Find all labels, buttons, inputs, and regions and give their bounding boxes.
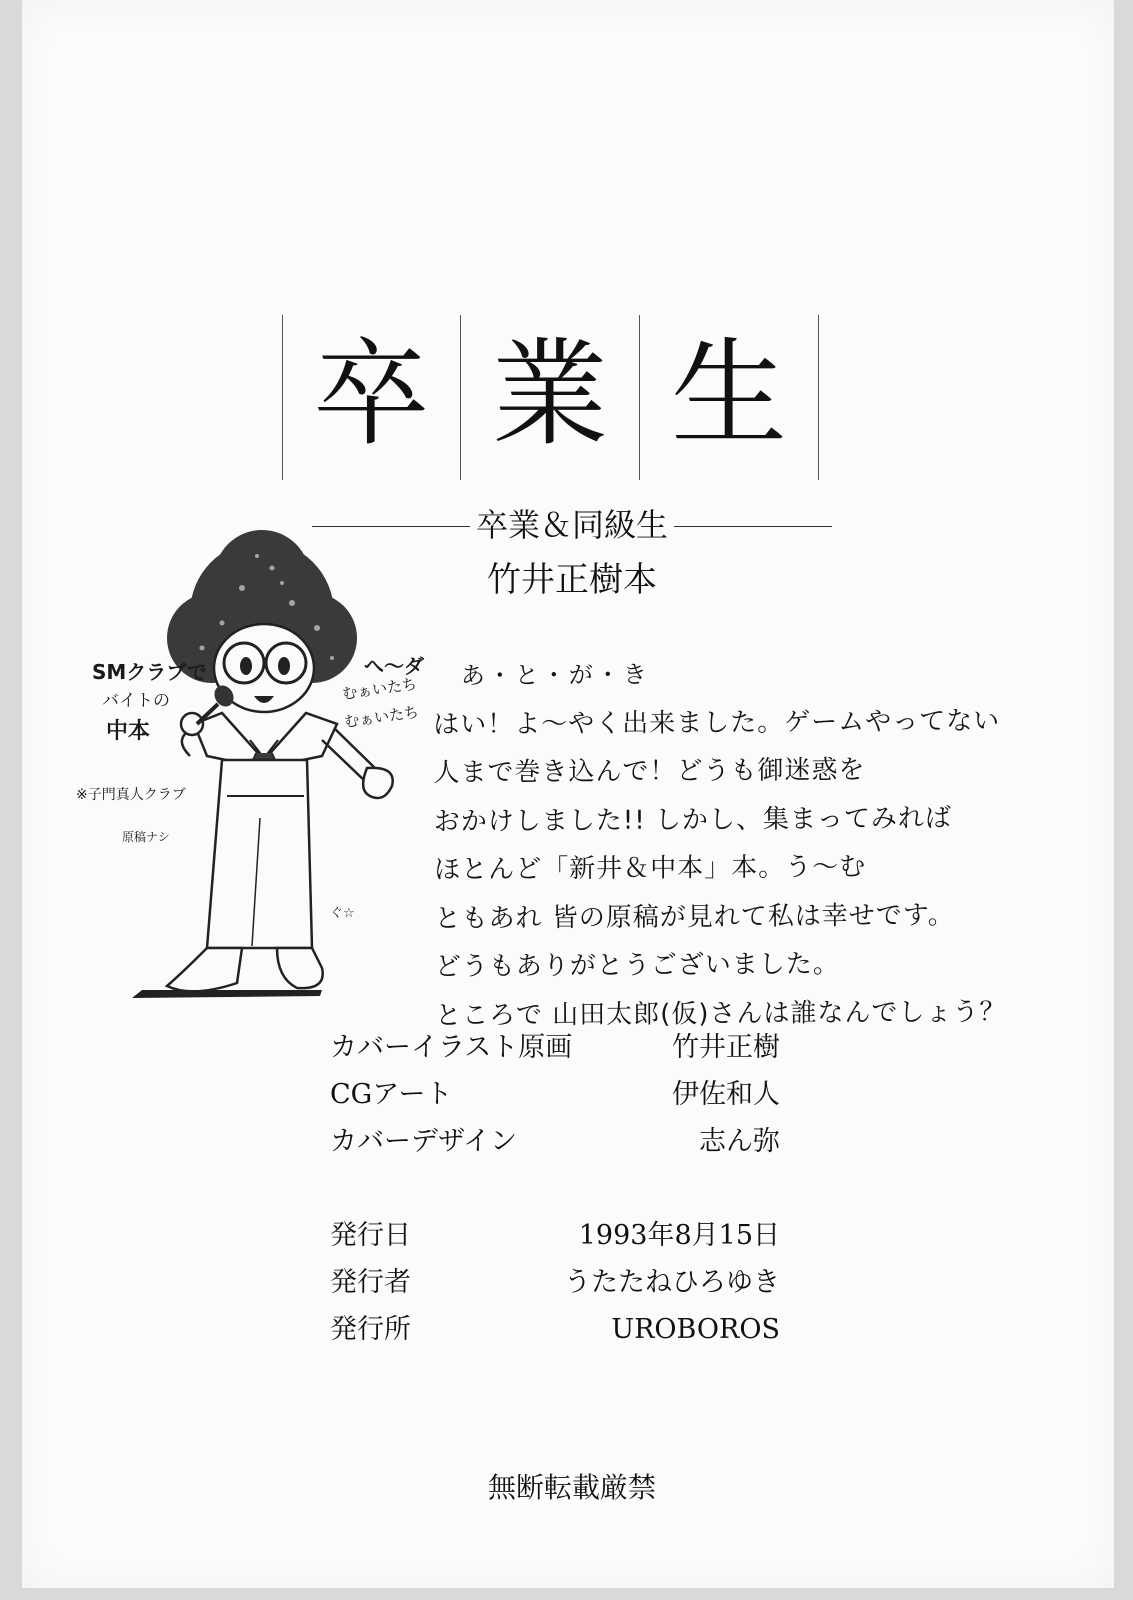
- afterword-line: ほとんど「新井＆中本」本。う～む: [434, 852, 867, 886]
- publication-label: 発行者: [330, 1267, 411, 1298]
- subtitle-text: 卒業＆同級生: [470, 506, 674, 544]
- credit-row: [330, 1071, 780, 1118]
- afterword-line: どうもありがとうございました。: [434, 949, 840, 983]
- title-divider: [639, 315, 640, 480]
- illus-note-chant: むぁいたち: [343, 702, 420, 732]
- title-char: 生: [671, 327, 787, 462]
- illus-note-club: ※子門真人クラブ: [76, 787, 186, 803]
- illus-note-sm-club: SMクラブで: [92, 660, 207, 684]
- book-name: 竹井正樹本: [487, 560, 657, 600]
- afterword-line: はい！よ～やく出来ました。ゲームやってない: [433, 705, 1001, 740]
- publication-value: うたたねひろゆき: [564, 1267, 780, 1298]
- credits-list: [330, 1024, 780, 1165]
- character-illustration: [72, 528, 442, 1008]
- illus-note-manuscript: 原稿ナシ: [122, 830, 170, 844]
- illus-note-baito: バイトの: [102, 691, 170, 711]
- character-drawing: [72, 528, 442, 1008]
- publication-value: 1993年8月15日: [578, 1220, 780, 1251]
- illus-signature: ぐ☆: [330, 906, 355, 921]
- illus-note-nakamoto: 中本: [106, 719, 151, 744]
- title-char: 卒: [313, 327, 429, 462]
- afterword-line: ところで 山田太郎(仮)さんは誰なんでしょう？: [435, 996, 1007, 1031]
- colophon-page: [22, 0, 1114, 1588]
- credit-label: カバーイラスト原画: [330, 1032, 573, 1063]
- credit-row: [330, 1118, 780, 1165]
- title-divider: [282, 315, 283, 480]
- title-divider: [460, 315, 461, 480]
- publication-label: 発行日: [330, 1220, 411, 1251]
- illus-note-shout: へ～ダ: [364, 654, 424, 678]
- credit-value: 志ん弥: [699, 1126, 780, 1157]
- title-char: 業: [492, 327, 608, 462]
- publication-row: [330, 1306, 780, 1353]
- afterword-line: おかけしました!! しかし、集まってみれば: [433, 802, 953, 837]
- publication-row: [330, 1212, 780, 1259]
- afterword-line: ともあれ 皆の原稿が見れて私は幸せです。: [434, 899, 955, 934]
- publication-value: UROBOROS: [611, 1314, 780, 1345]
- afterword-line: 人まで巻き込んで！どうも御迷惑を: [433, 755, 866, 789]
- credit-row: [330, 1024, 780, 1071]
- credit-label: CGアート: [330, 1079, 453, 1110]
- credit-value: 伊佐和人: [672, 1079, 780, 1110]
- afterword-heading: あ・と・が・き: [460, 660, 650, 690]
- credit-value: 竹井正樹: [672, 1032, 780, 1063]
- publication-label: 発行所: [330, 1314, 411, 1345]
- title-divider: [818, 315, 819, 480]
- title-block: [282, 305, 842, 485]
- copyright-notice: 無断転載厳禁: [487, 1471, 656, 1504]
- illus-note-chant: むぁいたち: [341, 674, 418, 704]
- credit-label: カバーデザイン: [330, 1126, 518, 1157]
- publication-info: [330, 1212, 780, 1353]
- publication-row: [330, 1259, 780, 1306]
- afterword: [433, 648, 1036, 1040]
